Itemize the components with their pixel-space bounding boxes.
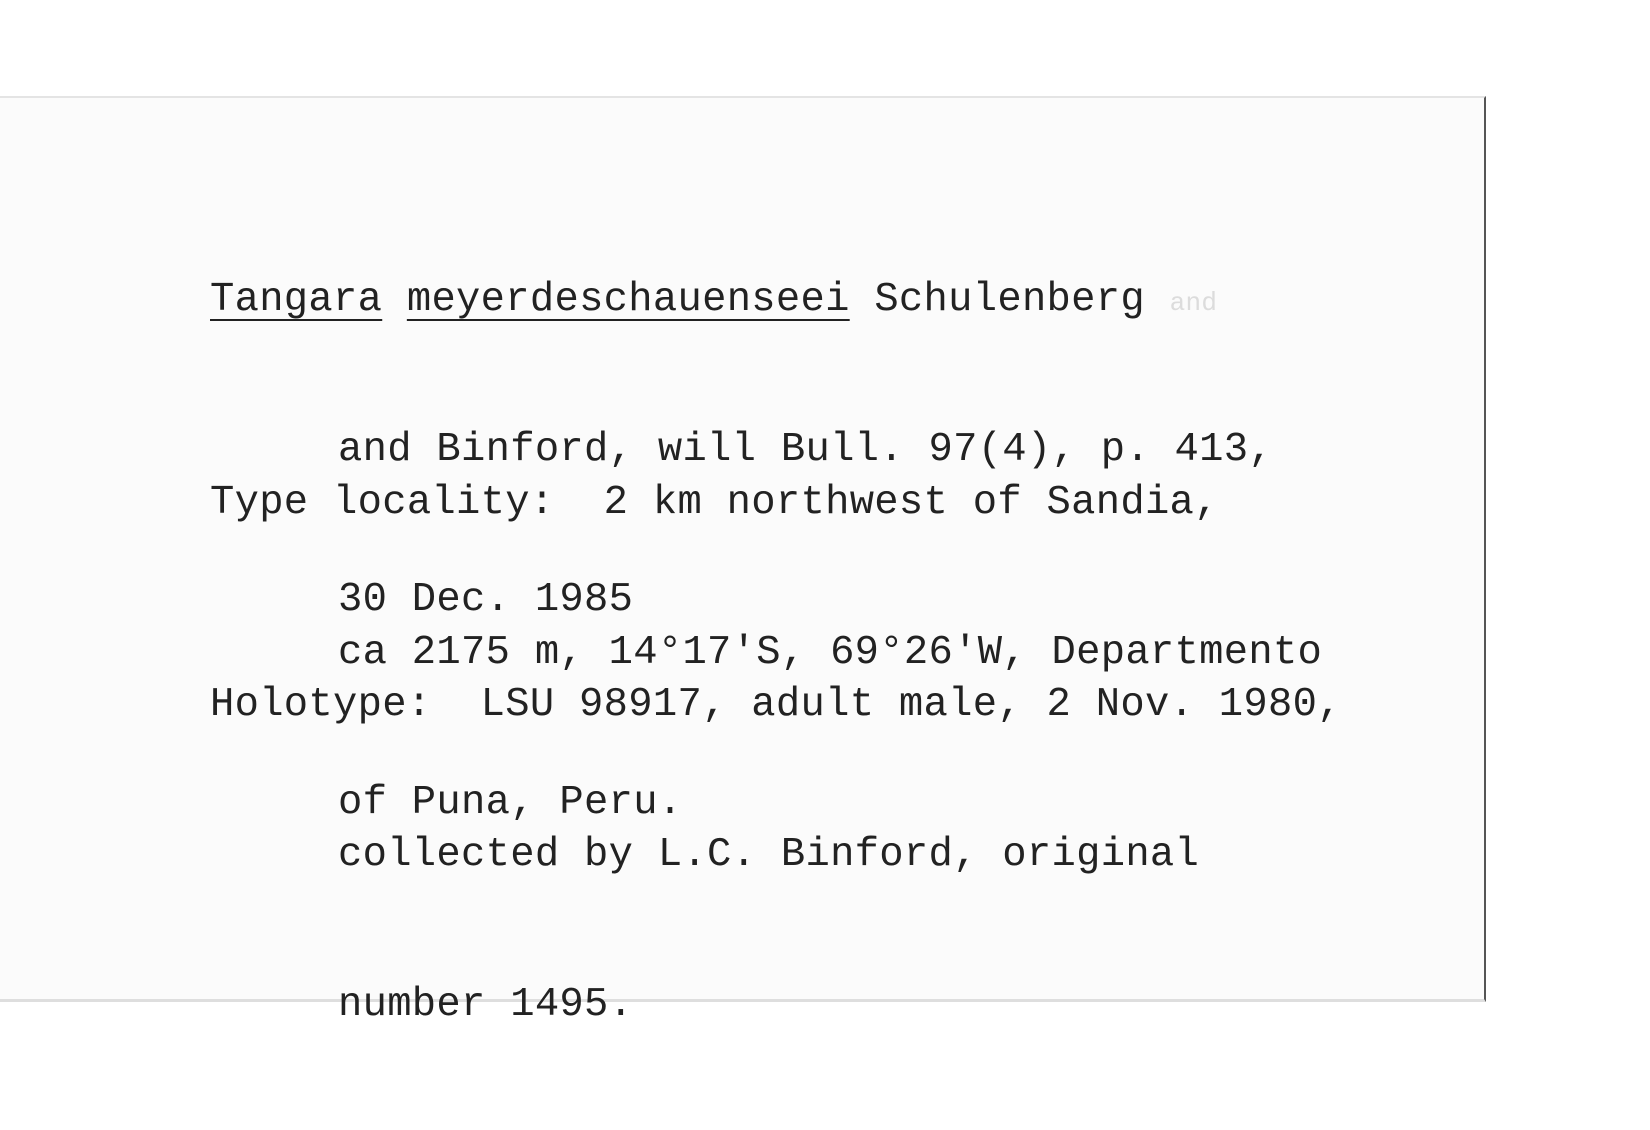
bleed-through-text: and bbox=[1169, 288, 1218, 318]
type-locality-line-1: Type locality: 2 km northwest of Sandia, bbox=[210, 480, 1219, 526]
genus-name: Tangara bbox=[210, 277, 383, 323]
citation-line-3: 30 Dec. 1985 bbox=[338, 577, 634, 623]
type-locality-line-2: ca 2175 m, 14°17'S, 69°26'W, Departmento bbox=[338, 630, 1323, 676]
holotype-block bbox=[210, 580, 1342, 1130]
holotype-line-2: collected by L.C. Binford, original bbox=[338, 832, 1200, 878]
index-card bbox=[0, 96, 1486, 1028]
holotype-line-1: Holotype: LSU 98917, adult male, 2 Nov. 1980, bbox=[210, 682, 1342, 728]
citation-line-2: and Binford, will Bull. 97(4), p. 413, bbox=[338, 427, 1273, 473]
author-name: Schulenberg bbox=[874, 277, 1145, 323]
type-locality-line-3: of Puna, Peru. bbox=[338, 780, 683, 826]
holotype-line-3: number 1495. bbox=[338, 982, 634, 1028]
citation-line-1 bbox=[210, 275, 1273, 325]
species-name: meyerdeschauenseei bbox=[406, 277, 850, 323]
